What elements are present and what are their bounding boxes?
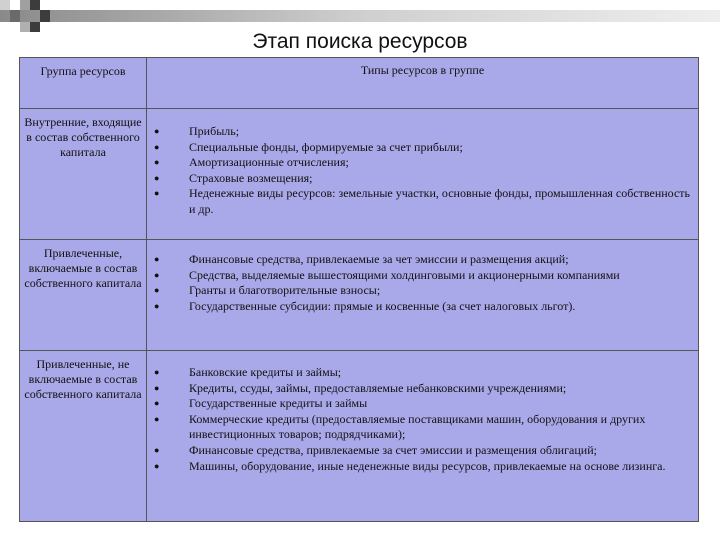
bullet-dot-icon: ● [154,300,160,311]
types-list [147,351,698,474]
table-header-row [20,58,699,109]
list-item: ● Финансовые средства, привлекаемые за счет эмиссии и размещения облигаций; [154,442,597,457]
resources-table [19,57,699,522]
header-cell-types: Типы ресурсов в группе [147,58,699,109]
bullet-dot-icon: ● [154,413,160,424]
types-cell [147,240,699,351]
list-item: ● Гранты и благотворительные взносы; [154,283,381,298]
group-cell: Привлеченные, включаемые в состав собственного капитала [20,240,147,351]
bullet-dot-icon: ● [154,382,160,393]
types-cell [147,351,699,522]
table-row [20,109,699,240]
list-item: ● Машины, оборудование, иные неденежные виды ресурсов, привлекаемые на основе лизинга. [154,458,666,473]
list-item: ● Государственные субсидии: прямые и косвенные (за счет налоговых льгот). [154,298,576,313]
list-item: ● Средства, выделяемые вышестоящими холдинговыми и акционерными компаниями [154,267,620,282]
list-item: ● Специальные фонды, формируемые за счет прибыли; [154,139,463,154]
bullet-dot-icon: ● [154,157,160,168]
bullet-dot-icon: ● [154,367,160,377]
list-item: ● Прибыль; [154,124,240,138]
bullet-dot-icon: ● [154,269,160,280]
header-cell-group: Группа ресурсов [20,58,147,109]
group-cell: Привлеченные, не включаемые в состав собственного капитала [20,351,147,522]
bullet-dot-icon: ● [154,254,160,264]
list-item: ● Государственные кредиты и займы [154,396,368,411]
list-item: ● Кредиты, ссуды, займы, предоставляемые небанковскими учреждениями; [154,380,567,395]
table-row [20,351,699,522]
list-item: ● Неденежные виды ресурсов: земельные участки, основные фонды, промышленная собственность и др. [154,186,691,216]
bullet-dot-icon: ● [154,188,160,199]
group-cell: Внутренние, входящие в состав собственного капитала [20,109,147,240]
bullet-dot-icon: ● [154,444,160,455]
page-title: Этап поиска ресурсов [252,30,468,53]
list-item: ● Страховые возмещения; [154,170,313,185]
decorative-checkered-strip [0,0,720,32]
bullet-dot-icon: ● [154,172,160,183]
table-row [20,240,699,351]
bullet-dot-icon: ● [154,141,160,152]
types-list [147,240,698,314]
bullet-dot-icon: ● [154,398,160,409]
list-item: ● Амортизационные отчисления; [154,155,349,170]
types-cell [147,109,699,240]
list-item: ● Банковские кредиты и займы; [154,365,342,379]
bullet-dot-icon: ● [154,126,160,136]
bullet-dot-icon: ● [154,460,160,471]
bullet-dot-icon: ● [154,285,160,296]
list-item: ● Финансовые средства, привлекаемые за чет эмиссии и размещения акций; [154,252,569,266]
types-list [147,109,698,218]
list-item: ● Коммерческие кредиты (предоставляемые поставщиками машин, оборудования и других инвестиционных товаров; подрядчиками); [154,411,646,442]
